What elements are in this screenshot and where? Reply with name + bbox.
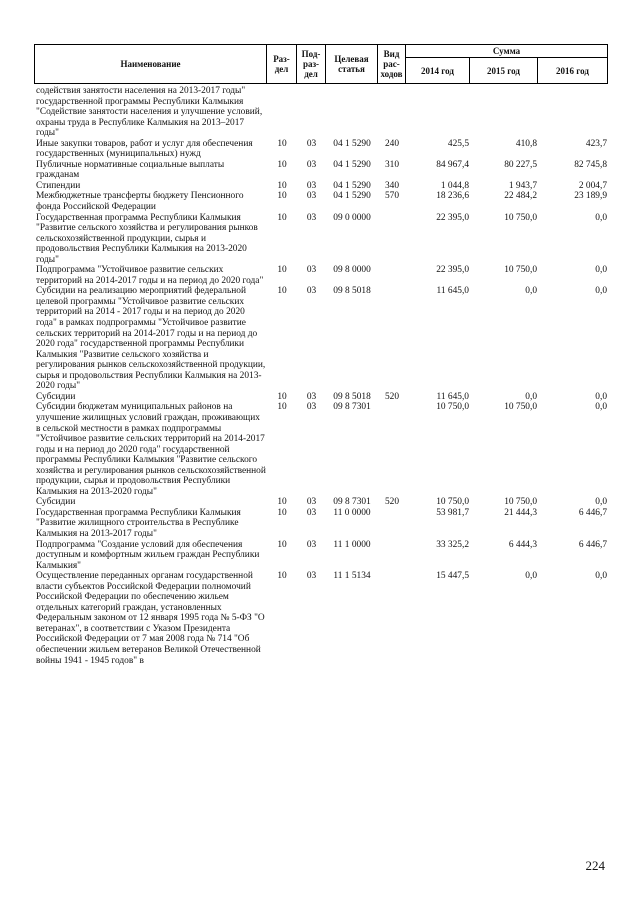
cell-y2015: 1 943,7 (508, 180, 537, 191)
cell-celevaya: 09 8 7301 (333, 402, 371, 413)
cell-y2014: 10 750,0 (436, 402, 469, 413)
cell-podrazdel: 03 (306, 191, 317, 202)
cell-name: Государственная программа Республики Калмыкия "Развитие сельского хозяйства и регулирования рынков сельскохозяйственной продукции, сырья и продовольствия Республики Калмыкия на 2013-2020 годы" (36, 212, 258, 265)
cell-celevaya (325, 86, 377, 139)
cell-razdel: 10 (277, 286, 287, 297)
cell-podrazdel: 03 (306, 539, 317, 550)
cell-name: Подпрограмма "Устойчивое развитие сельских территорий на 2014-2017 годы и на период до 2020 года" (36, 265, 264, 286)
header-razdel: Раз- дел (267, 45, 297, 84)
cell-y2016: 23 189,9 (574, 191, 607, 202)
cell-y2014: 18 236,6 (436, 191, 469, 202)
cell-y2016: 0,0 (595, 212, 607, 223)
table-row (34, 265, 607, 286)
cell-podrazdel: 03 (306, 265, 317, 276)
cell-y2014: 15 447,5 (436, 571, 469, 582)
header-2015: 2015 год (470, 58, 538, 84)
cell-podrazdel: 03 (306, 180, 317, 191)
cell-podrazdel (296, 86, 325, 139)
cell-y2016: 0,0 (595, 265, 607, 276)
header-celevaya: Целевая статья (326, 45, 378, 84)
header-2014: 2014 год (406, 58, 470, 84)
cell-y2016: 6 446,7 (578, 539, 607, 550)
cell-podrazdel: 03 (306, 286, 317, 297)
table-row (34, 139, 607, 160)
cell-y2015: 6 444,3 (508, 539, 537, 550)
table-row (34, 402, 607, 497)
cell-razdel: 10 (277, 138, 287, 149)
cell-vid (377, 508, 405, 540)
cell-vid (377, 286, 405, 391)
cell-vid (377, 540, 405, 572)
cell-celevaya: 11 1 0000 (333, 539, 371, 550)
cell-name: Субсидии (36, 391, 76, 402)
header-vid: Вид рас- ходов (378, 45, 406, 84)
cell-celevaya: 04 1 5290 (333, 180, 371, 191)
cell-celevaya: 04 1 5290 (333, 138, 371, 149)
cell-name: Иные закупки товаров, работ и услуг для обеспечения государственных (муниципальных) нужд (36, 138, 253, 160)
page-number: 224 (585, 858, 605, 873)
cell-y2014: 22 395,0 (436, 265, 469, 276)
cell-celevaya: 11 0 0000 (333, 507, 371, 518)
cell-podrazdel: 03 (306, 571, 317, 582)
cell-y2014: 10 750,0 (436, 497, 469, 508)
cell-name: содействия занятости населения на 2013-2017 годы" государственной программы Республики Калмыкия "Содействие занятости населения и улучшение условий, охраны труда в Республике Калмыкия на 2013–2017 годы" (36, 86, 263, 139)
cell-y2016: 0,0 (595, 286, 607, 297)
cell-podrazdel: 03 (306, 391, 317, 402)
cell-y2014: 33 325,2 (436, 539, 469, 550)
cell-y2015: 10 750,0 (504, 265, 537, 276)
table-row (34, 571, 607, 666)
cell-y2014: 11 645,0 (436, 391, 469, 402)
cell-name: Государственная программа Республики Калмыкия "Развитие жилищного строительства в Республике Калмыкия на 2013-2017 годы" (36, 507, 241, 539)
cell-y2015: 21 444,3 (504, 507, 537, 518)
cell-name: Субсидии бюджетам муниципальных районов на улучшение жилищных условий граждан, проживающих в сельской местности в рамках подпрограммы "Устойчивое развитие сельских территорий на 2014-2017 годы и на период до 2020 года" государственной программы Республики Калмыкия "Развитие сельского хозяйства и регулирования рынков сельскохозяйственной продукции, сырья и продовольствия Республики Калмыкия на 2013-2020 годы" (36, 402, 266, 497)
cell-celevaya: 09 0 0000 (333, 212, 371, 223)
cell-y2014: 84 967,4 (436, 159, 469, 170)
cell-razdel: 10 (277, 507, 287, 518)
cell-razdel: 10 (277, 497, 287, 508)
cell-razdel: 10 (277, 402, 287, 413)
cell-name: Подпрограмма "Создание условий для обеспечения доступным и комфортным жильем граждан Республики Калмыкия" (36, 539, 260, 571)
cell-razdel: 10 (277, 539, 287, 550)
header-2016: 2016 год (538, 58, 608, 84)
cell-name: Стипендии (36, 180, 81, 191)
table-row (34, 181, 607, 192)
cell-y2016: 82 745,8 (574, 159, 607, 170)
cell-podrazdel: 03 (306, 402, 317, 413)
cell-y2016: 6 446,7 (578, 507, 607, 518)
table-row (34, 86, 607, 139)
table-row (34, 392, 607, 403)
cell-y2014: 1 044,8 (440, 180, 469, 191)
cell-y2016: 0,0 (595, 391, 607, 402)
cell-vid: 310 (384, 159, 400, 170)
cell-y2016: 0,0 (595, 402, 607, 413)
cell-podrazdel: 03 (306, 212, 317, 223)
cell-y2016: 0,0 (595, 497, 607, 508)
cell-razdel (266, 86, 296, 139)
table-row (34, 508, 607, 540)
cell-celevaya: 09 8 5018 (333, 286, 371, 297)
cell-y2015: 10 750,0 (504, 497, 537, 508)
cell-podrazdel: 03 (306, 507, 317, 518)
cell-y2015 (469, 86, 537, 139)
cell-y2014: 22 395,0 (436, 212, 469, 223)
cell-celevaya: 09 8 7301 (333, 497, 371, 508)
table-row (34, 213, 607, 266)
cell-y2014: 53 981,7 (436, 507, 469, 518)
cell-celevaya: 11 1 5134 (333, 571, 371, 582)
table-body (34, 86, 607, 666)
cell-vid (377, 86, 405, 139)
header-podrazdel: Под- раз- дел (297, 45, 326, 84)
cell-name: Межбюджетные трансферты бюджету Пенсионного фонда Российской Федерации (36, 191, 244, 213)
cell-celevaya: 04 1 5290 (333, 159, 371, 170)
cell-podrazdel: 03 (306, 138, 317, 149)
cell-name: Публичные нормативные социальные выплаты гражданам (36, 159, 225, 181)
cell-razdel: 10 (277, 265, 287, 276)
cell-name: Осуществление переданных органам государственной власти субъектов Российской Федерации полномочий Российской Федерации по обеспечению жильем отдельных категорий граждан, установленных Федеральным законом от 12 января 1995 года № 5-ФЗ "О ветеранах", в соответствии с Указом Президента Российской Федерации от 7 мая 2008 года № 714 "Об обеспечении жильем ветеранов Великой Отечественной войны 1941 - 1945 годов" в (36, 571, 265, 666)
cell-y2015: 410,8 (515, 138, 537, 149)
cell-y2015: 0,0 (525, 286, 537, 297)
table-row (34, 286, 607, 391)
cell-vid: 340 (384, 180, 400, 191)
cell-vid (377, 402, 405, 497)
cell-vid: 570 (384, 191, 400, 202)
table-row (34, 497, 607, 508)
cell-podrazdel: 03 (306, 159, 317, 170)
cell-vid: 520 (384, 497, 400, 508)
table-header (34, 44, 608, 84)
cell-y2015: 0,0 (525, 571, 537, 582)
cell-razdel: 10 (277, 191, 287, 202)
cell-y2014: 11 645,0 (436, 286, 469, 297)
cell-vid (377, 213, 405, 266)
cell-celevaya: 09 8 5018 (333, 391, 371, 402)
cell-vid: 240 (384, 138, 400, 149)
cell-vid: 520 (384, 391, 400, 402)
cell-y2015: 10 750,0 (504, 402, 537, 413)
cell-y2016: 0,0 (595, 571, 607, 582)
cell-y2016: 2 004,7 (578, 180, 607, 191)
cell-y2015: 10 750,0 (504, 212, 537, 223)
cell-y2014: 425,5 (447, 138, 469, 149)
cell-razdel: 10 (277, 391, 287, 402)
cell-vid (377, 571, 405, 666)
table-row (34, 191, 607, 212)
cell-vid (377, 265, 405, 286)
cell-razdel: 10 (277, 159, 287, 170)
header-summa: Сумма (406, 45, 608, 58)
cell-y2016: 423,7 (585, 138, 607, 149)
cell-razdel: 10 (277, 571, 287, 582)
cell-y2015: 80 227,5 (504, 159, 537, 170)
table-row (34, 160, 607, 181)
cell-name: Субсидии на реализацию мероприятий федеральной целевой программы "Устойчивое развитие сельских территорий на 2014 - 2017 годы и на период до 2020 года" в рамках подпрограммы "Устойчивое развитие сельских территорий на 2014-2017 годы и на период до 2020 года" государственной программы Республики Калмыкия "Развитие сельского хозяйства и регулирования рынков сельскохозяйственной продукции, сырья и продовольствия Республики Калмыкия на 2013-2020 годы" (36, 286, 266, 392)
cell-razdel: 10 (277, 180, 287, 191)
cell-name: Субсидии (36, 497, 76, 508)
table-row (34, 540, 607, 572)
cell-y2014 (405, 86, 469, 139)
cell-y2015: 0,0 (525, 391, 537, 402)
cell-celevaya: 09 8 0000 (333, 265, 371, 276)
cell-razdel: 10 (277, 212, 287, 223)
cell-y2016 (537, 86, 607, 139)
header-name: Наименование (35, 45, 267, 84)
cell-y2015: 22 484,2 (504, 191, 537, 202)
cell-podrazdel: 03 (306, 497, 317, 508)
cell-celevaya: 04 1 5290 (333, 191, 371, 202)
